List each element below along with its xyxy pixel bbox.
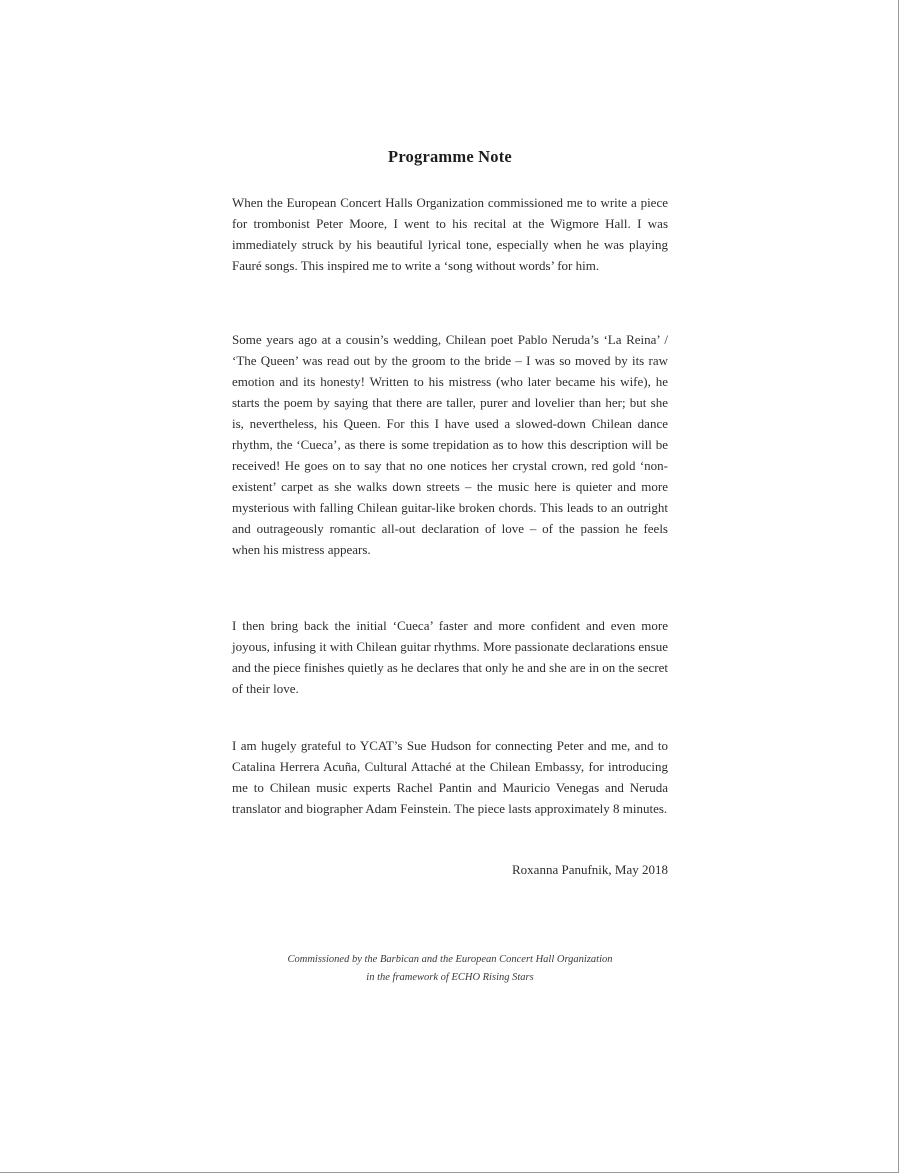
paragraph-text: When the European Concert Halls Organization commissioned me to write a piece for trombonist Peter Moore, I went to his recital at the Wigmore Hall. I was immediately struck by his beautiful lyrical tone, especially when he was playing Fauré songs. This inspired me to write a ‘song without words’ for him. xyxy=(232,195,668,273)
paragraph-text: I then bring back the initial ‘Cueca’ faster and more confident and even more joyous, infusing it with Chilean guitar rhythms. More passionate declarations ensue and the piece finishes quietly as he declares that only he and she are in on the secret of their love. xyxy=(232,618,668,696)
paragraph-text: I am hugely grateful to YCAT’s Sue Hudson for connecting Peter and me, and to Catalina Herrera Acuña, Cultural Attaché at the Chilean Embassy, for introducing me to Chilean music experts Rachel Pantin and Mauricio Venegas and Neruda translator and biographer Adam Feinstein. The piece lasts approximately 8 minutes. xyxy=(232,738,668,816)
paragraph-text: Some years ago at a cousin’s wedding, Chilean poet Pablo Neruda’s ‘La Reina’ / ‘The Queen’ was read out by the groom to the bride – I was so moved by its raw emotion and its honesty! Written to his mistress (who later became his wife), he starts the poem by saying that there are taller, purer and lovelier than her; but she is, nevertheless, his Queen. For this I have used a slowed-down Chilean dance rhythm, the ‘Cueca’, as there is some trepidation as to how this description will be received! He goes on to say that no one notices her crystal crown, red gold ‘non-existent’ carpet as she walks down streets – the music here is quieter and more mysterious with falling Chilean guitar-like broken chords. This leads to an outright and outrageously romantic all-out declaration of love – of the passion he feels when his mistress appears. xyxy=(232,332,668,557)
commission-line: Commissioned by the Barbican and the European Concert Hall Organization xyxy=(287,954,613,965)
commission-credit xyxy=(0,951,900,987)
paragraph-cueca-return xyxy=(232,615,668,699)
paragraph-acknowledgements xyxy=(232,735,668,819)
author-signature: Roxanna Panufnik, May 2018 xyxy=(512,862,668,877)
page-title: Programme Note xyxy=(388,147,512,166)
paragraph-la-reina xyxy=(232,329,668,560)
paragraph-intro xyxy=(232,192,668,276)
commission-line: in the framework of ECHO Rising Stars xyxy=(366,972,534,983)
